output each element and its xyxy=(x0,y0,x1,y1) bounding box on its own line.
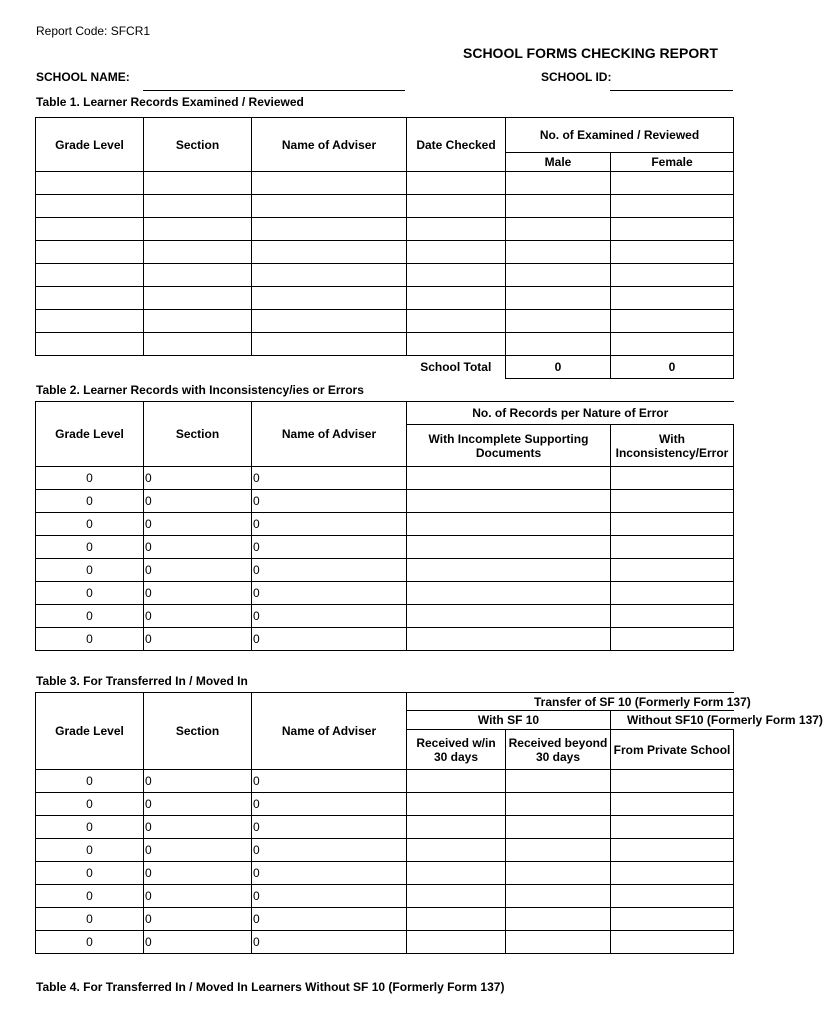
school-total-label: School Total xyxy=(407,356,506,379)
t3-header-adviser: Name of Adviser xyxy=(252,693,407,770)
table-row: 0 0 0 xyxy=(36,862,734,885)
t3-header-with-sf10: With SF 10 xyxy=(407,711,611,730)
t3-header-without-sf10: Without SF10 (Formerly Form 137) xyxy=(611,711,734,730)
t1-header-examined: No. of Examined / Reviewed xyxy=(506,118,734,153)
t1-header-male: Male xyxy=(506,153,611,172)
t1-header-female: Female xyxy=(611,153,734,172)
table-row: 0 0 0 xyxy=(36,793,734,816)
table-row: 0 0 0 xyxy=(36,816,734,839)
table4-caption: Table 4. For Transferred In / Moved In Learners Without SF 10 (Formerly Form 137) xyxy=(36,980,505,994)
table-row: 0 0 0 xyxy=(36,770,734,793)
table-row: 0 0 0 xyxy=(36,839,734,862)
table2-caption: Table 2. Learner Records with Inconsistency/ies or Errors xyxy=(36,383,364,397)
t2-header-section: Section xyxy=(144,402,252,467)
table3-caption: Table 3. For Transferred In / Moved In xyxy=(36,674,248,688)
t2-header-nature: No. of Records per Nature of Error xyxy=(407,402,734,425)
table-row: 0 0 0 xyxy=(36,490,734,513)
table-row: 0 0 0 xyxy=(36,885,734,908)
school-name-label: SCHOOL NAME: xyxy=(36,70,130,84)
table-row: 0 0 0 xyxy=(36,605,734,628)
report-title: SCHOOL FORMS CHECKING REPORT xyxy=(463,45,718,61)
t3-header-within30: Received w/in 30 days xyxy=(407,730,506,770)
t3-header-grade: Grade Level xyxy=(36,693,144,770)
t2-header-grade: Grade Level xyxy=(36,402,144,467)
t1-header-date: Date Checked xyxy=(407,118,506,172)
t3-header-beyond30: Received beyond 30 days xyxy=(506,730,611,770)
school-total-female: 0 xyxy=(611,356,734,379)
table-row: 0 0 0 xyxy=(36,628,734,651)
t1-header-section: Section xyxy=(144,118,252,172)
t2-header-inconsistency: With Inconsistency/Error xyxy=(611,425,734,467)
t3-header-transfer: Transfer of SF 10 (Formerly Form 137) xyxy=(407,693,734,711)
t3-header-section: Section xyxy=(144,693,252,770)
school-total-male: 0 xyxy=(506,356,611,379)
table-row: 0 0 0 xyxy=(36,513,734,536)
table3 xyxy=(35,692,823,954)
table-row: 0 0 0 xyxy=(36,908,734,931)
table1-caption: Table 1. Learner Records Examined / Reviewed xyxy=(36,95,304,109)
report-code: Report Code: SFCR1 xyxy=(36,24,151,38)
table-row: 0 0 0 xyxy=(36,582,734,605)
t1-header-grade: Grade Level xyxy=(36,118,144,172)
table-row: 0 0 0 xyxy=(36,559,734,582)
t3-header-private: From Private School xyxy=(611,730,734,770)
table-row: 0 0 0 xyxy=(36,467,734,490)
table-row: 0 0 0 xyxy=(36,536,734,559)
t1-header-adviser: Name of Adviser xyxy=(252,118,407,172)
t2-header-incomplete: With Incomplete Supporting Documents xyxy=(407,425,611,467)
t2-header-adviser: Name of Adviser xyxy=(252,402,407,467)
school-id-label: SCHOOL ID: xyxy=(541,70,612,84)
table-row: 0 0 0 xyxy=(36,931,734,954)
